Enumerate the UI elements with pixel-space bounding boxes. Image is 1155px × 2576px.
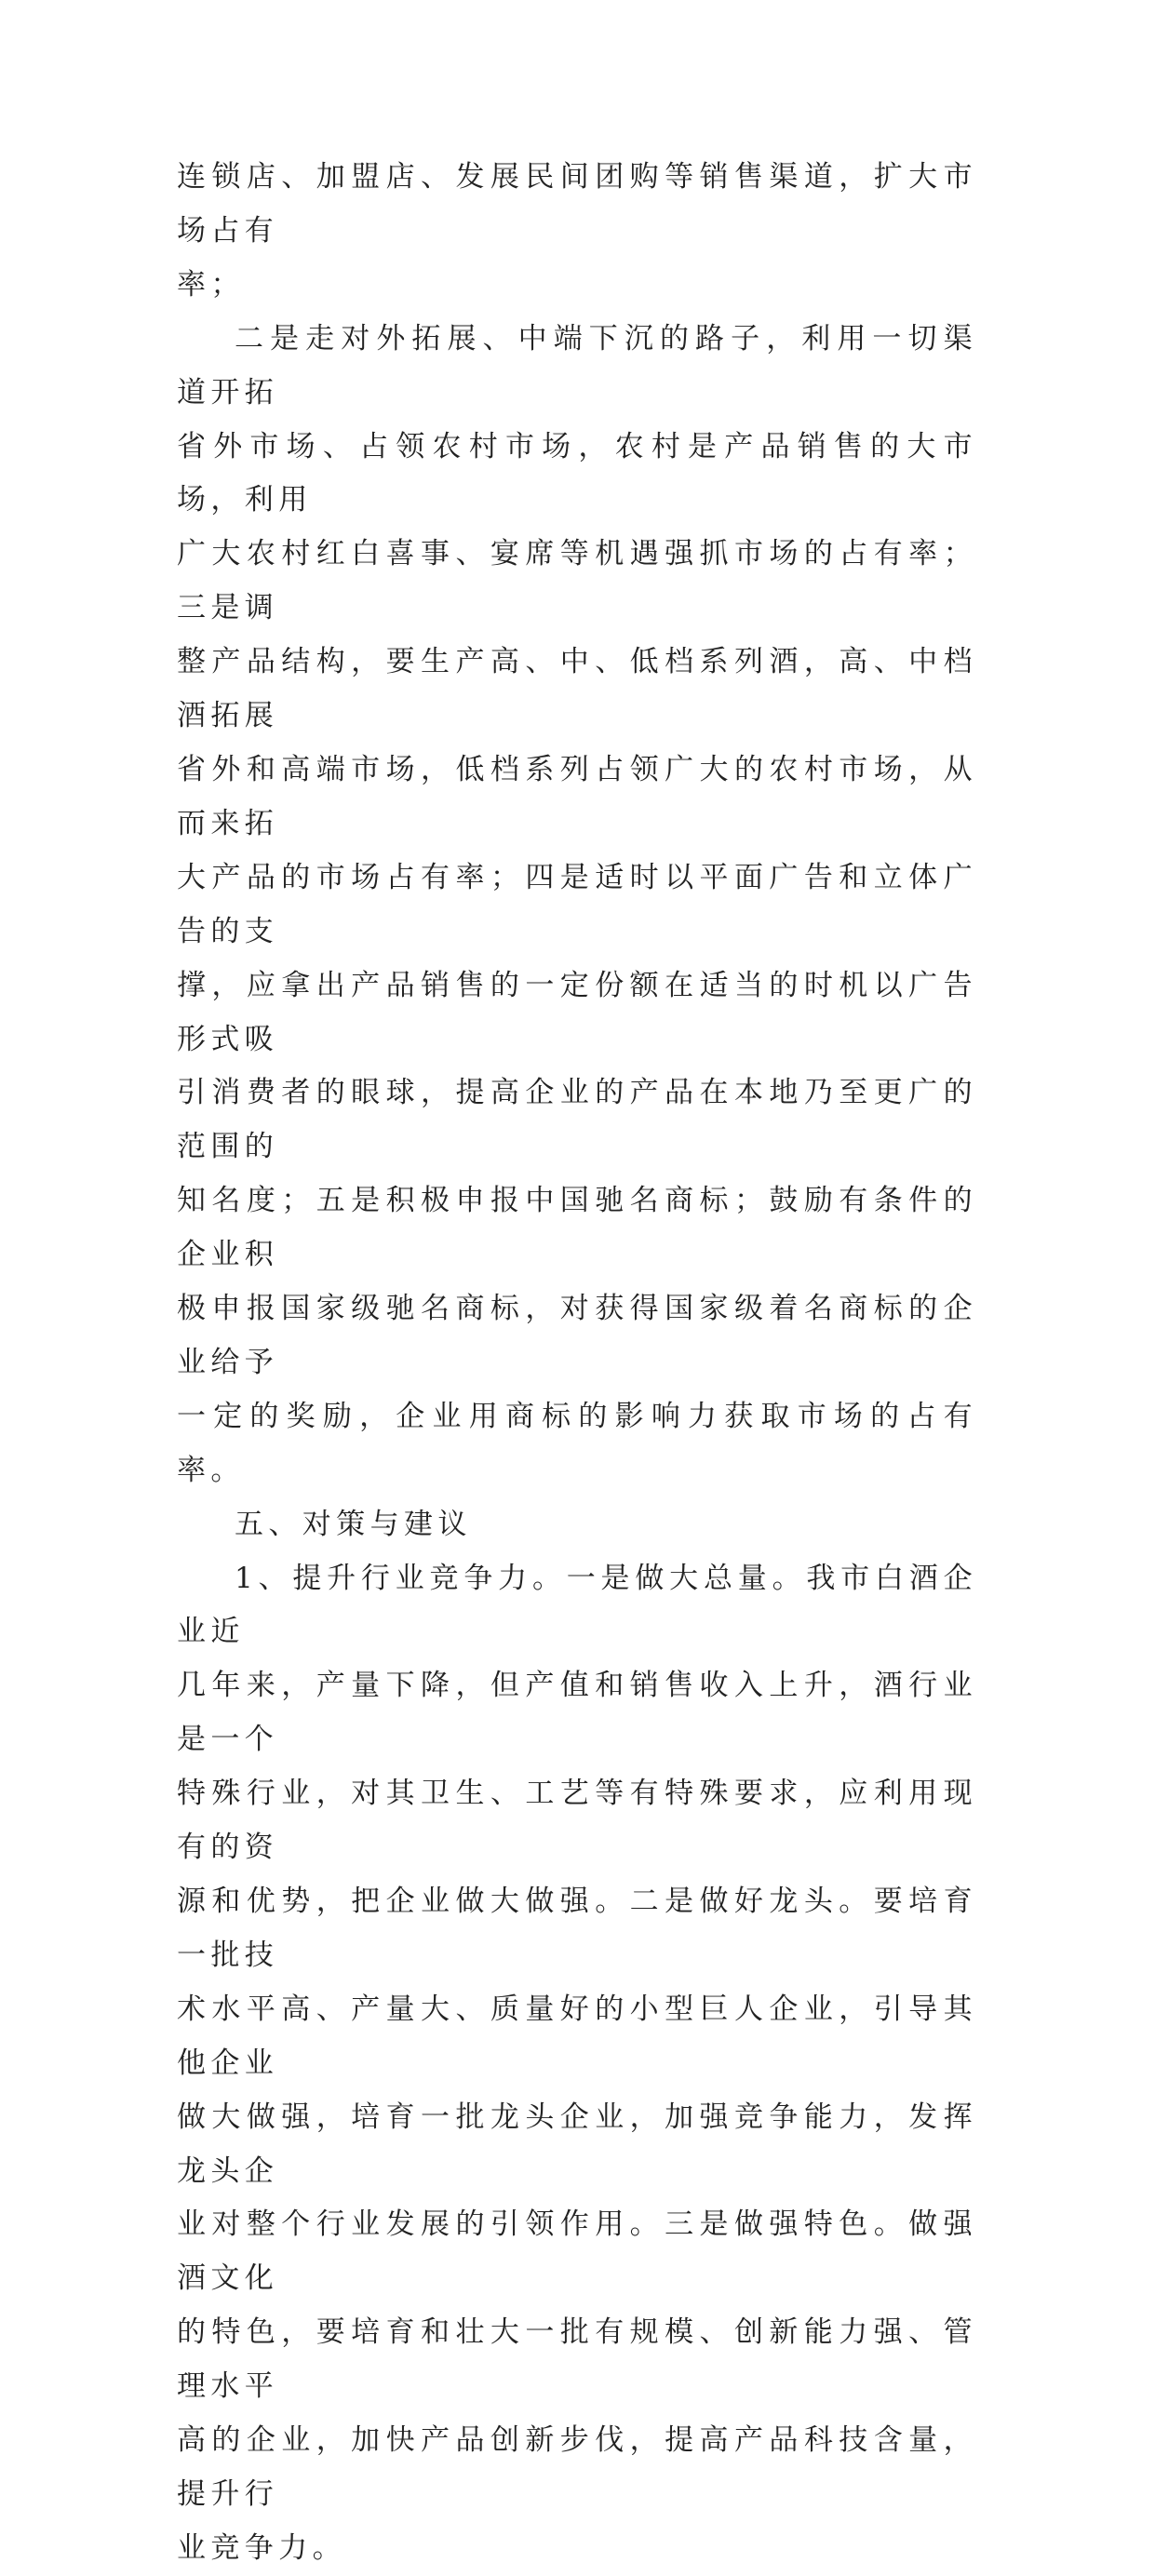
paragraph-market-expansion: 二是走对外拓展、中端下沉的路子，利用一切渠道开拓 省外市场、占领农村市场，农村是产品销售的大市场，利用 广大农村红白喜事、宴席等机遇强抓市场的占有率；三是调 整产品结构，要生产高、中、低档系列酒，高、中档酒拓展 省外和高端市场，低档系列占领广大的农村市场，从而来拓 大产品的市场占有率；四是适时以平面广告和立体广告的支 撑，应拿出产品销售的一定份额在适当的时机以广告形式吸 引消费者的眼球，提高企业的产品在本地乃至更广的范围的 知名度；五是积极申报中国驰名商标；鼓励有条件的企业积 极申报国家级驰名商标，对获得国家级着名商标的企业给予 一定的奖励，企业用商标的影响力获取市场的占有率。 <box>177 321 977 1487</box>
paragraph-industry-competitiveness: 1、提升行业竞争力。一是做大总量。我市白酒企业近 几年来，产量下降，但产值和销售收入上升，酒行业是一个 特殊行业，对其卫生、工艺等有特殊要求，应利用现有的资 源和优势，把企业做大做强。二是做好龙头。要培育一批技 术水平高、产量大、质量好的小型巨人企业，引导其他企业 做大做强，培育一批龙头企业，加强竞争能力，发挥龙头企 业对整个行业发展的引领作用。三是做强特色。做强酒文化 的特色，要培育和壮大一批有规模、创新能力强、管理水平 高的企业，加快产品创新步伐，提高产品科技含量，提升行 业竞争力。 <box>177 1561 977 2565</box>
paragraph-channels-continuation: 连锁店、加盟店、发展民间团购等销售渠道，扩大市场占有 率； <box>177 160 977 302</box>
document-body <box>177 151 977 2576</box>
section-heading-countermeasures: 五、对策与建议 <box>235 1507 472 1541</box>
